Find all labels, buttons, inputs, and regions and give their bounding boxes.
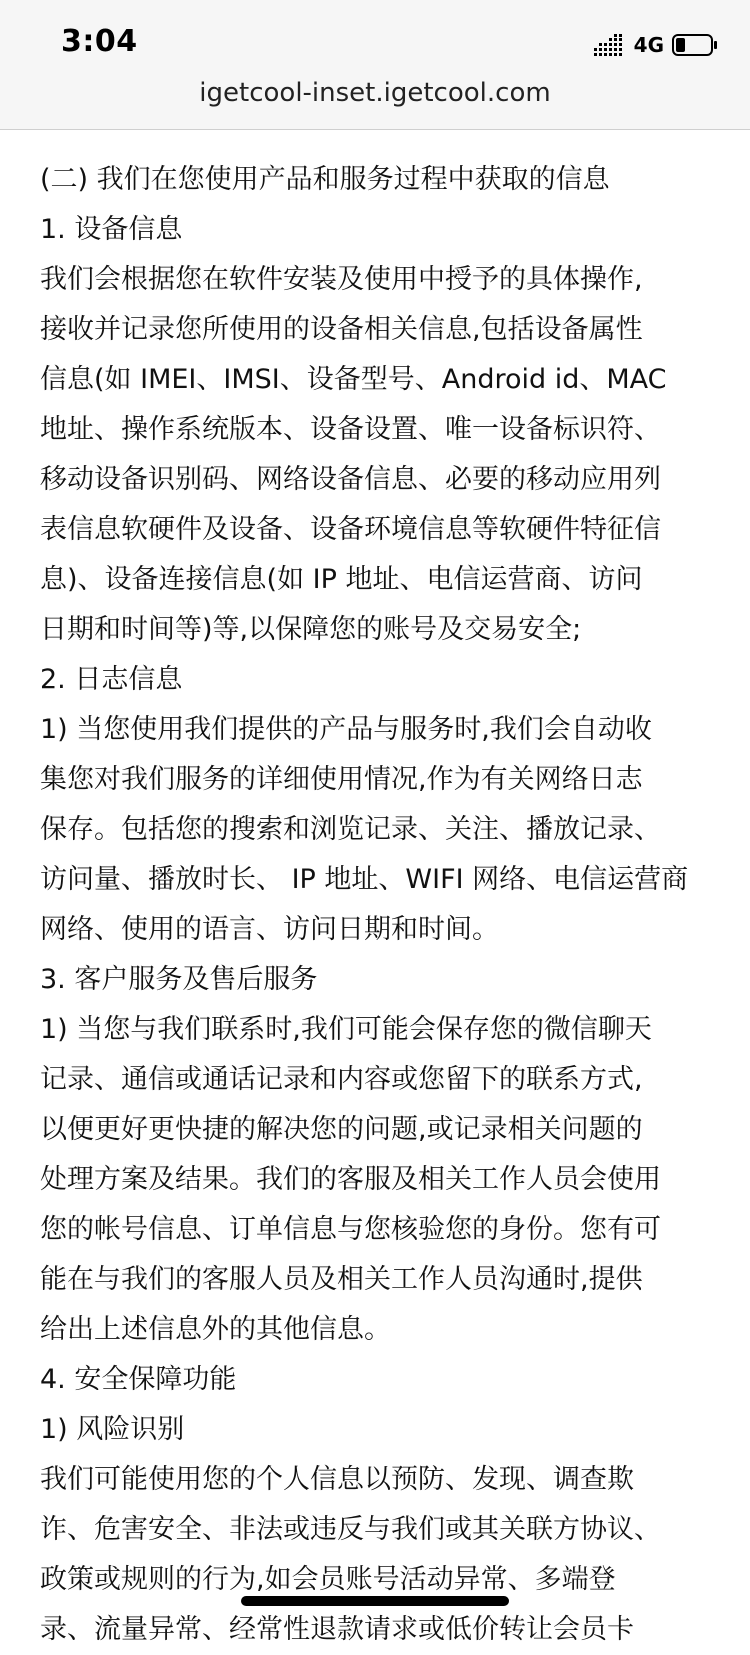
browser-top-bar [0, 0, 750, 130]
subsection-heading: 1. 设备信息 [40, 214, 183, 245]
paragraph-line: 网络、使用的语言、访问日期和时间。 [40, 914, 499, 945]
paragraph-line: 录、流量异常、经常性退款请求或低价转让会员卡 [40, 1614, 634, 1645]
paragraph-line: 政策或规则的行为,如会员账号活动异常、多端登 [40, 1564, 616, 1595]
paragraph-line: 移动设备识别码、网络设备信息、必要的移动应用列 [40, 464, 661, 495]
battery-icon [672, 34, 718, 56]
paragraph-line: 我们可能使用您的个人信息以预防、发现、调查欺 [40, 1464, 634, 1495]
paragraph-line: 地址、操作系统版本、设备设置、唯一设备标识符、 [40, 414, 661, 445]
paragraph-line: 息)、设备连接信息(如 IP 地址、电信运营商、访问 [40, 564, 643, 595]
paragraph-line: 我们会根据您在软件安装及使用中授予的具体操作, [40, 264, 643, 295]
status-indicators [594, 32, 718, 58]
paragraph-line: 1) 当您使用我们提供的产品与服务时,我们会自动收 [40, 714, 652, 745]
paragraph-line: 诈、危害安全、非法或违反与我们或其关联方协议、 [40, 1514, 661, 1545]
paragraph-line: 接收并记录您所使用的设备相关信息,包括设备属性 [40, 314, 643, 345]
privacy-policy-content [40, 155, 720, 1655]
subsection-heading: 3. 客户服务及售后服务 [40, 964, 318, 995]
status-time: 3:04 [61, 24, 138, 59]
url-bar[interactable]: igetcool-inset.igetcool.com [199, 78, 551, 108]
paragraph-line: 记录、通信或通话记录和内容或您留下的联系方式, [40, 1064, 643, 1095]
paragraph-line: 1) 风险识别 [40, 1414, 185, 1445]
paragraph-line: 能在与我们的客服人员及相关工作人员沟通时,提供 [40, 1264, 643, 1295]
subsection-heading: 2. 日志信息 [40, 664, 183, 695]
paragraph-line: 保存。包括您的搜索和浏览记录、关注、播放记录、 [40, 814, 661, 845]
signal-icon [594, 34, 626, 56]
paragraph-line: 您的帐号信息、订单信息与您核验您的身份。您有可 [40, 1214, 661, 1245]
network-type-label: 4G [633, 33, 664, 57]
section-heading: (二) 我们在您使用产品和服务过程中获取的信息 [40, 164, 610, 195]
paragraph-line: 信息(如 IMEI、IMSI、设备型号、Android id、MAC [40, 364, 667, 395]
paragraph-line: 给出上述信息外的其他信息。 [40, 1314, 391, 1345]
paragraph-line: 日期和时间等)等,以保障您的账号及交易安全; [40, 614, 582, 645]
paragraph-line: 访问量、播放时长、 IP 地址、WIFI 网络、电信运营商 [40, 864, 689, 895]
paragraph-line: 集您对我们服务的详细使用情况,作为有关网络日志 [40, 764, 643, 795]
paragraph-line: 1) 当您与我们联系时,我们可能会保存您的微信聊天 [40, 1014, 652, 1045]
subsection-heading: 4. 安全保障功能 [40, 1364, 237, 1395]
paragraph-line: 表信息软硬件及设备、设备环境信息等软硬件特征信 [40, 514, 661, 545]
paragraph-line: 处理方案及结果。我们的客服及相关工作人员会使用 [40, 1164, 661, 1195]
paragraph-line: 以便更好更快捷的解决您的问题,或记录相关问题的 [40, 1114, 643, 1145]
home-indicator[interactable] [241, 1596, 509, 1606]
